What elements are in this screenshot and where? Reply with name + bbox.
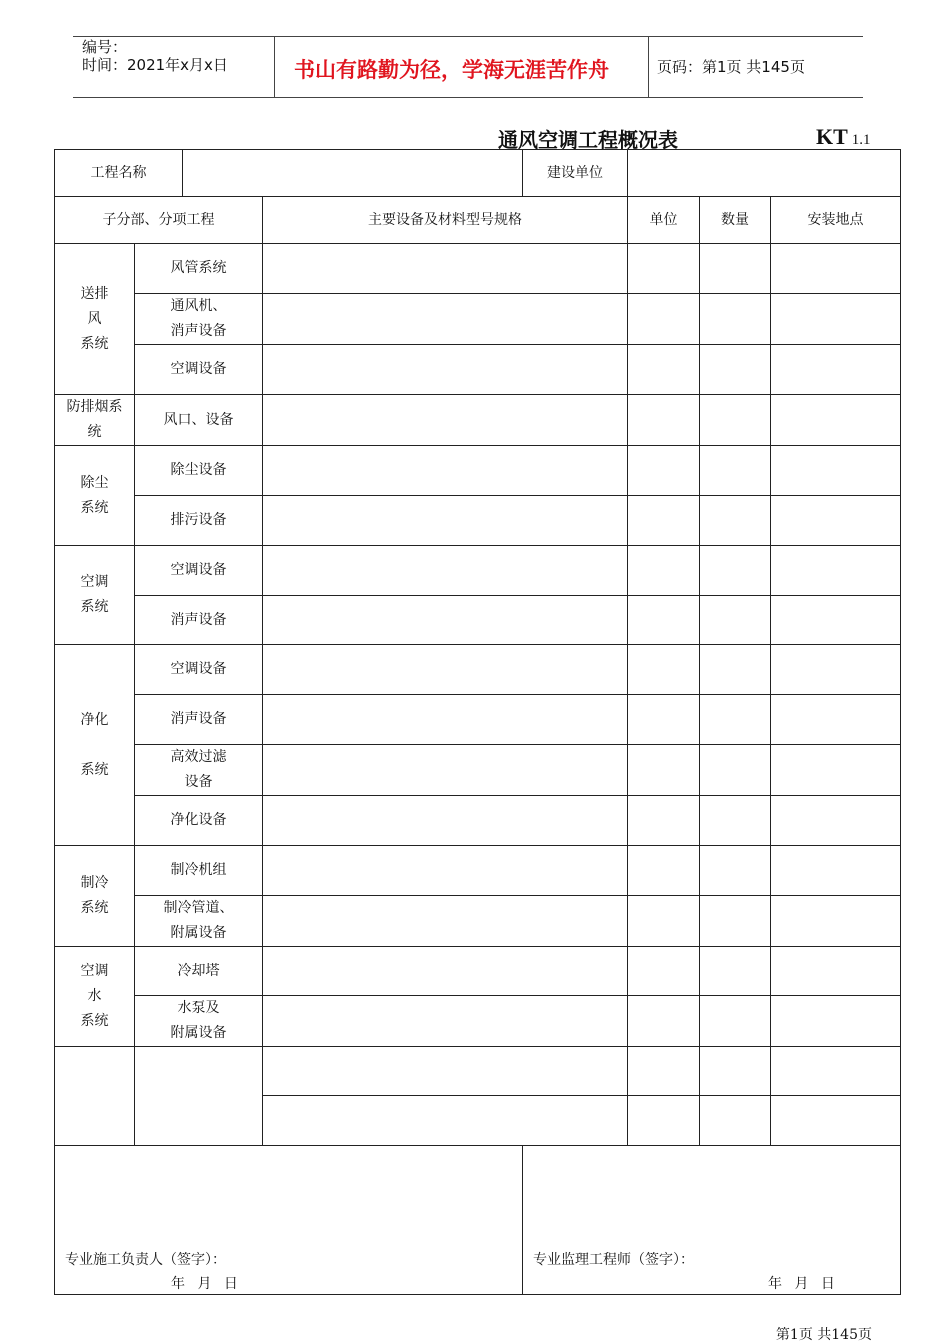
header-divider-right	[648, 36, 649, 97]
unit-cell[interactable]	[628, 745, 700, 796]
unit-cell[interactable]	[628, 896, 700, 947]
col-header-unit: 单位	[628, 197, 700, 244]
group-label: 制冷 系统	[55, 846, 135, 947]
qty-cell[interactable]	[700, 846, 771, 896]
spec-cell[interactable]	[263, 745, 628, 796]
builder-value[interactable]	[628, 150, 901, 197]
spec-cell[interactable]	[263, 446, 628, 496]
qty-cell[interactable]	[700, 695, 771, 745]
unit-cell[interactable]	[628, 596, 700, 645]
item-label: 冷却塔	[135, 947, 263, 996]
item-label: 空调设备	[135, 345, 263, 395]
document-title: 通风空调工程概况表	[498, 128, 678, 152]
project-name-value[interactable]	[183, 150, 523, 197]
qty-cell[interactable]	[700, 1096, 771, 1146]
location-cell[interactable]	[771, 695, 901, 745]
overview-table	[54, 149, 901, 1295]
item-label: 空调设备	[135, 546, 263, 596]
supervisor-signature-date: 年 月 日	[768, 1276, 839, 1292]
qty-cell[interactable]	[700, 1047, 771, 1096]
time-label: 时间：2021年x月x日	[82, 56, 228, 74]
location-cell[interactable]	[771, 244, 901, 294]
unit-cell[interactable]	[628, 244, 700, 294]
item-label: 排污设备	[135, 496, 263, 546]
blank-group-cell[interactable]	[55, 1047, 135, 1146]
qty-cell[interactable]	[700, 745, 771, 796]
project-name-label: 工程名称	[55, 150, 183, 197]
spec-cell[interactable]	[263, 345, 628, 395]
spec-cell[interactable]	[263, 496, 628, 546]
spec-cell[interactable]	[263, 546, 628, 596]
spec-cell[interactable]	[263, 695, 628, 745]
signature-right-cell[interactable]	[523, 1146, 901, 1295]
location-cell[interactable]	[771, 294, 901, 345]
qty-cell[interactable]	[700, 796, 771, 846]
item-label: 高效过滤 设备	[135, 745, 263, 796]
location-cell[interactable]	[771, 996, 901, 1047]
group-label: 除尘 系统	[55, 446, 135, 546]
page-footer: 第1页 共145页	[775, 1327, 872, 1343]
item-label: 制冷管道、 附属设备	[135, 896, 263, 947]
location-cell[interactable]	[771, 846, 901, 896]
col-header-spec: 主要设备及材料型号规格	[263, 197, 628, 244]
group-label: 空调 水 系统	[55, 947, 135, 1047]
item-label: 通风机、 消声设备	[135, 294, 263, 345]
item-label: 除尘设备	[135, 446, 263, 496]
location-cell[interactable]	[771, 596, 901, 645]
unit-cell[interactable]	[628, 1047, 700, 1096]
item-label: 制冷机组	[135, 846, 263, 896]
location-cell[interactable]	[771, 345, 901, 395]
qty-cell[interactable]	[700, 596, 771, 645]
item-label: 风管系统	[135, 244, 263, 294]
form-code-letters: KT	[816, 124, 848, 149]
col-header-qty: 数量	[700, 197, 771, 244]
location-cell[interactable]	[771, 546, 901, 596]
location-cell[interactable]	[771, 745, 901, 796]
location-cell[interactable]	[771, 395, 901, 446]
spec-cell[interactable]	[263, 1096, 628, 1146]
unit-cell[interactable]	[628, 546, 700, 596]
qty-cell[interactable]	[700, 645, 771, 695]
signature-left-cell[interactable]	[55, 1146, 523, 1295]
builder-label: 建设单位	[523, 150, 628, 197]
header-bottom-rule	[73, 97, 863, 98]
motto-text: 书山有路勤为径，学海无涯苦作舟	[294, 58, 609, 82]
group-label: 防排烟系 统	[55, 395, 135, 446]
spec-cell[interactable]	[263, 645, 628, 695]
unit-cell[interactable]	[628, 846, 700, 896]
qty-cell[interactable]	[700, 546, 771, 596]
location-cell[interactable]	[771, 496, 901, 546]
col-header-subsection: 子分部、分项工程	[55, 197, 263, 244]
location-cell[interactable]	[771, 896, 901, 947]
header-top-rule	[73, 36, 863, 37]
unit-cell[interactable]	[628, 947, 700, 996]
unit-cell[interactable]	[628, 996, 700, 1047]
spec-cell[interactable]	[263, 896, 628, 947]
item-label: 风口、设备	[135, 395, 263, 446]
qty-cell[interactable]	[700, 496, 771, 546]
item-label: 净化设备	[135, 796, 263, 846]
contractor-signature-label: 专业施工负责人（签字）：	[65, 1252, 226, 1268]
blank-item-cell[interactable]	[135, 1047, 263, 1146]
qty-cell[interactable]	[700, 345, 771, 395]
header-divider-left	[274, 36, 275, 97]
unit-cell[interactable]	[628, 294, 700, 345]
serial-label: 编号：	[82, 38, 128, 56]
item-label: 空调设备	[135, 645, 263, 695]
qty-cell[interactable]	[700, 395, 771, 446]
qty-cell[interactable]	[700, 947, 771, 996]
location-cell[interactable]	[771, 947, 901, 996]
item-label: 消声设备	[135, 695, 263, 745]
qty-cell[interactable]	[700, 996, 771, 1047]
spec-cell[interactable]	[263, 947, 628, 996]
form-code	[816, 124, 871, 150]
qty-cell[interactable]	[700, 896, 771, 947]
unit-cell[interactable]	[628, 796, 700, 846]
unit-cell[interactable]	[628, 395, 700, 446]
unit-cell[interactable]	[628, 446, 700, 496]
col-header-location: 安装地点	[771, 197, 901, 244]
contractor-signature-date: 年 月 日	[171, 1276, 242, 1292]
group-label: 空调 系统	[55, 546, 135, 645]
group-label: 送排 风 系统	[55, 244, 135, 395]
qty-cell[interactable]	[700, 294, 771, 345]
location-cell[interactable]	[771, 1096, 901, 1146]
location-cell[interactable]	[771, 446, 901, 496]
page-info: 页码：第1页 共145页	[657, 58, 805, 76]
unit-cell[interactable]	[628, 695, 700, 745]
unit-cell[interactable]	[628, 1096, 700, 1146]
spec-cell[interactable]	[263, 395, 628, 446]
spec-cell[interactable]	[263, 596, 628, 645]
spec-cell[interactable]	[263, 796, 628, 846]
location-cell[interactable]	[771, 645, 901, 695]
location-cell[interactable]	[771, 796, 901, 846]
spec-cell[interactable]	[263, 244, 628, 294]
group-label: 净化 系统	[55, 645, 135, 846]
qty-cell[interactable]	[700, 244, 771, 294]
qty-cell[interactable]	[700, 446, 771, 496]
item-label: 水泵及 附属设备	[135, 996, 263, 1047]
unit-cell[interactable]	[628, 345, 700, 395]
spec-cell[interactable]	[263, 846, 628, 896]
unit-cell[interactable]	[628, 645, 700, 695]
form-code-number: 1.1	[851, 132, 871, 148]
item-label: 消声设备	[135, 596, 263, 645]
spec-cell[interactable]	[263, 996, 628, 1047]
spec-cell[interactable]	[263, 1047, 628, 1096]
supervisor-signature-label: 专业监理工程师（签字）：	[533, 1252, 694, 1268]
location-cell[interactable]	[771, 1047, 901, 1096]
spec-cell[interactable]	[263, 294, 628, 345]
unit-cell[interactable]	[628, 496, 700, 546]
